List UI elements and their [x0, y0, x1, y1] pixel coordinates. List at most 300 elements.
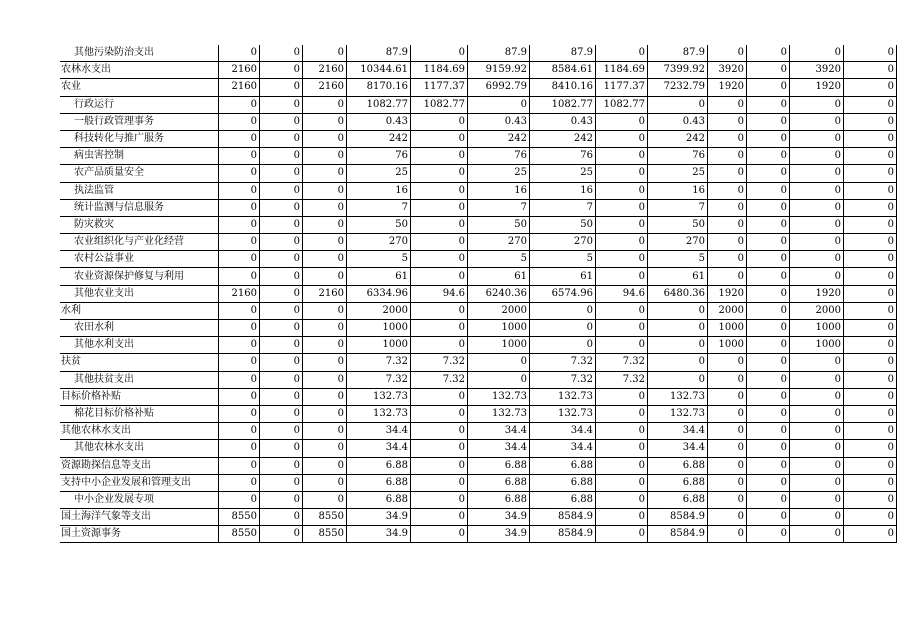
table-cell: 0: [530, 320, 596, 337]
table-cell: 0: [303, 388, 347, 405]
table-cell: 0: [260, 182, 303, 199]
table-cell: 1000: [347, 337, 411, 354]
table-cell: 0: [747, 216, 790, 233]
table-cell: 0: [303, 216, 347, 233]
table-cell: 0: [747, 405, 790, 422]
table-cell: 0: [596, 474, 648, 491]
row-label: 防灾救灾: [60, 216, 219, 233]
table-cell: 0: [411, 440, 468, 457]
table-cell: 0: [596, 148, 648, 165]
table-cell: 0: [260, 405, 303, 422]
table-cell: 34.4: [530, 423, 596, 440]
table-cell: 8550: [219, 509, 260, 526]
table-cell: 0: [219, 268, 260, 285]
table-row: [60, 130, 897, 147]
table-cell: 0: [411, 268, 468, 285]
table-cell: 0: [747, 199, 790, 216]
table-cell: 0: [411, 320, 468, 337]
table-cell: 1920: [708, 285, 747, 302]
table-cell: 0: [596, 302, 648, 319]
table-cell: 34.9: [347, 509, 411, 526]
table-cell: 8584.61: [530, 62, 596, 79]
table-row: [60, 234, 897, 251]
table-cell: 0: [844, 45, 897, 62]
table-row: [60, 388, 897, 405]
table-cell: 1000: [468, 337, 530, 354]
table-cell: 1920: [790, 285, 844, 302]
table-cell: 2160: [303, 62, 347, 79]
table-cell: 87.9: [468, 45, 530, 62]
table-cell: 0: [844, 62, 897, 79]
row-label: 科技转化与推广服务: [60, 130, 219, 147]
table-cell: 1184.69: [411, 62, 468, 79]
table-cell: 0: [596, 320, 648, 337]
table-cell: 0: [747, 423, 790, 440]
table-cell: 0: [790, 440, 844, 457]
table-cell: 0: [303, 474, 347, 491]
table-cell: 0: [844, 371, 897, 388]
table-cell: 5: [347, 251, 411, 268]
table-cell: 0.43: [530, 113, 596, 130]
table-cell: 76: [468, 148, 530, 165]
table-cell: 0: [596, 491, 648, 508]
table-cell: 0: [411, 148, 468, 165]
table-cell: 0: [596, 337, 648, 354]
table-row: [60, 457, 897, 474]
row-label: 国土资源事务: [60, 526, 219, 543]
table-cell: 8410.16: [530, 79, 596, 96]
table-cell: 0: [747, 302, 790, 319]
table-cell: 25: [648, 165, 708, 182]
table-cell: 2000: [708, 302, 747, 319]
table-cell: 3920: [708, 62, 747, 79]
table-cell: 0: [219, 474, 260, 491]
table-cell: 0: [411, 302, 468, 319]
table-cell: 0: [844, 423, 897, 440]
table-cell: 0: [219, 130, 260, 147]
table-cell: 0: [219, 388, 260, 405]
table-cell: 0: [260, 62, 303, 79]
table-cell: 6.88: [468, 474, 530, 491]
table-cell: 8550: [303, 526, 347, 543]
row-label: 资源勘探信息等支出: [60, 457, 219, 474]
table-cell: 0: [303, 440, 347, 457]
row-label: 统计监测与信息服务: [60, 199, 219, 216]
table-cell: 16: [468, 182, 530, 199]
table-cell: 0: [844, 509, 897, 526]
table-cell: 0: [411, 423, 468, 440]
table-cell: 2000: [347, 302, 411, 319]
row-label: 其他污染防治支出: [60, 45, 219, 62]
table-cell: 0: [708, 216, 747, 233]
table-cell: 6.88: [468, 491, 530, 508]
row-label: 一般行政管理事务: [60, 113, 219, 130]
table-cell: 0: [596, 182, 648, 199]
table-cell: 2000: [790, 302, 844, 319]
table-cell: 0: [747, 354, 790, 371]
table-cell: 0: [596, 388, 648, 405]
table-cell: 7: [468, 199, 530, 216]
table-body: [60, 45, 897, 543]
table-cell: 0: [596, 199, 648, 216]
table-cell: 7.32: [411, 354, 468, 371]
table-cell: 0: [260, 45, 303, 62]
table-cell: 0: [790, 509, 844, 526]
table-cell: 0: [596, 405, 648, 422]
table-row: [60, 182, 897, 199]
table-cell: 0: [708, 440, 747, 457]
table-cell: 0: [260, 509, 303, 526]
table-cell: 132.73: [648, 405, 708, 422]
table-cell: 0: [303, 302, 347, 319]
table-cell: 0: [411, 509, 468, 526]
table-cell: 0: [708, 371, 747, 388]
table-cell: 0: [219, 234, 260, 251]
table-cell: 0: [790, 199, 844, 216]
table-cell: 0: [303, 182, 347, 199]
table-cell: 34.9: [468, 526, 530, 543]
table-cell: 0: [219, 440, 260, 457]
table-cell: 0: [260, 388, 303, 405]
table-cell: 7: [648, 199, 708, 216]
table-cell: 6334.96: [347, 285, 411, 302]
table-cell: 61: [530, 268, 596, 285]
table-cell: 0: [260, 79, 303, 96]
table-cell: 0: [790, 96, 844, 113]
table-cell: 0: [790, 388, 844, 405]
table-cell: 0: [708, 251, 747, 268]
table-cell: 0: [790, 148, 844, 165]
row-label: 其他农林水支出: [60, 423, 219, 440]
table-cell: 0: [530, 302, 596, 319]
table-cell: 8170.16: [347, 79, 411, 96]
table-cell: 0: [303, 354, 347, 371]
table-cell: 0: [303, 113, 347, 130]
table-cell: 0: [219, 354, 260, 371]
table-cell: 0: [747, 526, 790, 543]
table-cell: 0: [411, 45, 468, 62]
table-cell: 0: [844, 130, 897, 147]
table-cell: 1184.69: [596, 62, 648, 79]
table-cell: 132.73: [468, 405, 530, 422]
table-row: [60, 165, 897, 182]
table-cell: 0.43: [347, 113, 411, 130]
table-cell: 5: [530, 251, 596, 268]
table-cell: 0: [260, 96, 303, 113]
table-cell: 0: [844, 96, 897, 113]
table-cell: 0: [790, 405, 844, 422]
table-row: [60, 474, 897, 491]
table-cell: 0: [747, 268, 790, 285]
table-cell: 2160: [303, 285, 347, 302]
table-cell: 0: [260, 491, 303, 508]
row-label: 农业资源保护修复与利用: [60, 268, 219, 285]
table-cell: 0: [844, 491, 897, 508]
table-cell: 50: [347, 216, 411, 233]
table-cell: 1000: [790, 337, 844, 354]
table-cell: 0: [844, 251, 897, 268]
table-row: [60, 113, 897, 130]
table-cell: 0: [219, 337, 260, 354]
table-cell: 1920: [790, 79, 844, 96]
table-cell: 132.73: [530, 405, 596, 422]
table-cell: 0: [708, 268, 747, 285]
table-cell: 34.9: [468, 509, 530, 526]
table-cell: 6.88: [648, 491, 708, 508]
table-cell: 0: [790, 268, 844, 285]
table-cell: 0: [648, 371, 708, 388]
table-cell: 0: [219, 148, 260, 165]
table-row: [60, 96, 897, 113]
table-cell: 132.73: [347, 405, 411, 422]
table-cell: 87.9: [530, 45, 596, 62]
row-label: 棉花目标价格补贴: [60, 405, 219, 422]
table-cell: 0: [303, 148, 347, 165]
table-cell: 0: [747, 234, 790, 251]
table-cell: 0: [468, 96, 530, 113]
table-cell: 0: [747, 165, 790, 182]
table-cell: 34.4: [347, 440, 411, 457]
table-cell: 0: [747, 457, 790, 474]
table-cell: 132.73: [648, 388, 708, 405]
table-cell: 0: [747, 79, 790, 96]
table-cell: 0: [411, 337, 468, 354]
table-cell: 0: [219, 113, 260, 130]
table-cell: 0: [708, 234, 747, 251]
table-cell: 0: [844, 440, 897, 457]
table-cell: 0: [708, 199, 747, 216]
table-cell: 0: [411, 216, 468, 233]
table-cell: 0: [790, 491, 844, 508]
table-cell: 0: [708, 45, 747, 62]
table-cell: 16: [347, 182, 411, 199]
table-cell: 0: [747, 113, 790, 130]
table-cell: 0: [219, 199, 260, 216]
table-cell: 0: [411, 199, 468, 216]
table-cell: 0: [596, 509, 648, 526]
table-cell: 34.4: [468, 423, 530, 440]
table-cell: 0: [303, 199, 347, 216]
table-cell: 1000: [708, 320, 747, 337]
table-cell: 1000: [790, 320, 844, 337]
table-cell: 16: [648, 182, 708, 199]
table-cell: 0: [260, 130, 303, 147]
table-row: [60, 491, 897, 508]
table-cell: 242: [648, 130, 708, 147]
table-cell: 0: [260, 337, 303, 354]
table-cell: 34.4: [648, 440, 708, 457]
table-cell: 0: [219, 216, 260, 233]
table-cell: 7.32: [411, 371, 468, 388]
table-cell: 0: [844, 320, 897, 337]
table-cell: 0: [790, 526, 844, 543]
table-cell: 0: [648, 96, 708, 113]
table-cell: 6240.36: [468, 285, 530, 302]
table-cell: 1082.77: [347, 96, 411, 113]
table-cell: 0: [596, 165, 648, 182]
table-cell: 7.32: [596, 354, 648, 371]
table-cell: 8550: [303, 509, 347, 526]
table-cell: 0: [708, 96, 747, 113]
row-label: 支持中小企业发展和管理支出: [60, 474, 219, 491]
table-cell: 0: [303, 320, 347, 337]
table-cell: 9159.92: [468, 62, 530, 79]
table-cell: 0.43: [468, 113, 530, 130]
table-cell: 94.6: [411, 285, 468, 302]
table-row: [60, 440, 897, 457]
table-cell: 0: [708, 526, 747, 543]
table-cell: 0: [411, 526, 468, 543]
table-cell: 0: [708, 113, 747, 130]
table-cell: 0: [648, 320, 708, 337]
table-cell: 0: [844, 474, 897, 491]
table-cell: 87.9: [648, 45, 708, 62]
table-cell: 7399.92: [648, 62, 708, 79]
table-cell: 0: [790, 371, 844, 388]
table-cell: 0: [708, 474, 747, 491]
table-cell: 6574.96: [530, 285, 596, 302]
table-cell: 0: [747, 320, 790, 337]
table-cell: 8584.9: [648, 509, 708, 526]
budget-table: [60, 45, 897, 543]
table-row: [60, 371, 897, 388]
table-cell: 61: [347, 268, 411, 285]
table-cell: 270: [530, 234, 596, 251]
row-label: 其他农业支出: [60, 285, 219, 302]
table-cell: 0: [648, 337, 708, 354]
table-cell: 0: [747, 285, 790, 302]
table-cell: 6.88: [347, 491, 411, 508]
table-cell: 6.88: [468, 457, 530, 474]
table-cell: 0: [260, 440, 303, 457]
table-cell: 0: [708, 509, 747, 526]
table-cell: 0: [260, 251, 303, 268]
table-cell: 0: [411, 165, 468, 182]
table-cell: 3920: [790, 62, 844, 79]
table-cell: 6.88: [648, 457, 708, 474]
table-cell: 132.73: [468, 388, 530, 405]
table-cell: 6480.36: [648, 285, 708, 302]
table-cell: 50: [648, 216, 708, 233]
table-cell: 242: [347, 130, 411, 147]
table-cell: 2160: [303, 79, 347, 96]
table-row: [60, 199, 897, 216]
table-cell: 242: [530, 130, 596, 147]
table-cell: 0: [260, 165, 303, 182]
table-cell: 0: [411, 405, 468, 422]
table-cell: 0: [219, 491, 260, 508]
table-cell: 0: [747, 148, 790, 165]
row-label: 病虫害控制: [60, 148, 219, 165]
table-cell: 0: [844, 337, 897, 354]
table-cell: 76: [648, 148, 708, 165]
table-cell: 8584.9: [530, 526, 596, 543]
row-label: 农林水支出: [60, 62, 219, 79]
table-cell: 2160: [219, 79, 260, 96]
table-cell: 0: [596, 130, 648, 147]
table-cell: 0: [260, 474, 303, 491]
table-cell: 0: [747, 337, 790, 354]
table-cell: 0: [219, 165, 260, 182]
table-cell: 25: [468, 165, 530, 182]
table-cell: 0: [219, 457, 260, 474]
row-label: 农田水利: [60, 320, 219, 337]
table-cell: 0: [844, 113, 897, 130]
table-cell: 0: [844, 165, 897, 182]
row-label: 其他水利支出: [60, 337, 219, 354]
table-cell: 34.4: [468, 440, 530, 457]
table-cell: 1000: [347, 320, 411, 337]
table-cell: 2000: [468, 302, 530, 319]
table-cell: 0: [303, 234, 347, 251]
table-cell: 0: [596, 457, 648, 474]
table-cell: 0: [708, 182, 747, 199]
table-row: [60, 251, 897, 268]
table-cell: 0: [303, 457, 347, 474]
table-cell: 242: [468, 130, 530, 147]
table-cell: 0: [708, 491, 747, 508]
table-cell: 0: [411, 474, 468, 491]
table-cell: 0: [790, 45, 844, 62]
table-cell: 0: [790, 216, 844, 233]
table-cell: 6992.79: [468, 79, 530, 96]
table-cell: 0: [468, 371, 530, 388]
table-cell: 0: [790, 165, 844, 182]
table-cell: 0: [844, 148, 897, 165]
table-row: [60, 354, 897, 371]
table-cell: 0: [844, 199, 897, 216]
table-cell: 0: [411, 251, 468, 268]
table-cell: 7.32: [596, 371, 648, 388]
table-cell: 7.32: [530, 371, 596, 388]
table-cell: 0: [219, 423, 260, 440]
row-label: 农业: [60, 79, 219, 96]
table-cell: 6.88: [347, 457, 411, 474]
table-cell: 0: [844, 457, 897, 474]
table-cell: 0: [747, 182, 790, 199]
table-cell: 0: [260, 354, 303, 371]
table-cell: 1000: [468, 320, 530, 337]
row-label: 水利: [60, 302, 219, 319]
table-cell: 0: [219, 320, 260, 337]
table-cell: 1177.37: [596, 79, 648, 96]
table-cell: 0: [790, 251, 844, 268]
table-cell: 0: [596, 440, 648, 457]
table-cell: 0: [844, 302, 897, 319]
table-cell: 0: [260, 216, 303, 233]
table-row: [60, 285, 897, 302]
table-cell: 25: [530, 165, 596, 182]
table-cell: 0: [747, 491, 790, 508]
table-cell: 0: [747, 474, 790, 491]
table-cell: 132.73: [530, 388, 596, 405]
table-cell: 0: [260, 457, 303, 474]
table-cell: 0: [303, 251, 347, 268]
row-label: 国土海洋气象等支出: [60, 509, 219, 526]
table-cell: 0: [260, 526, 303, 543]
table-cell: 0: [260, 320, 303, 337]
row-label: 农业组织化与产业化经营: [60, 234, 219, 251]
table-cell: 1082.77: [411, 96, 468, 113]
row-label: 农村公益事业: [60, 251, 219, 268]
row-label: 行政运行: [60, 96, 219, 113]
table-cell: 0: [411, 234, 468, 251]
table-cell: 0: [303, 371, 347, 388]
table-cell: 7: [347, 199, 411, 216]
table-cell: 76: [347, 148, 411, 165]
table-cell: 8584.9: [530, 509, 596, 526]
table-cell: 1082.77: [596, 96, 648, 113]
